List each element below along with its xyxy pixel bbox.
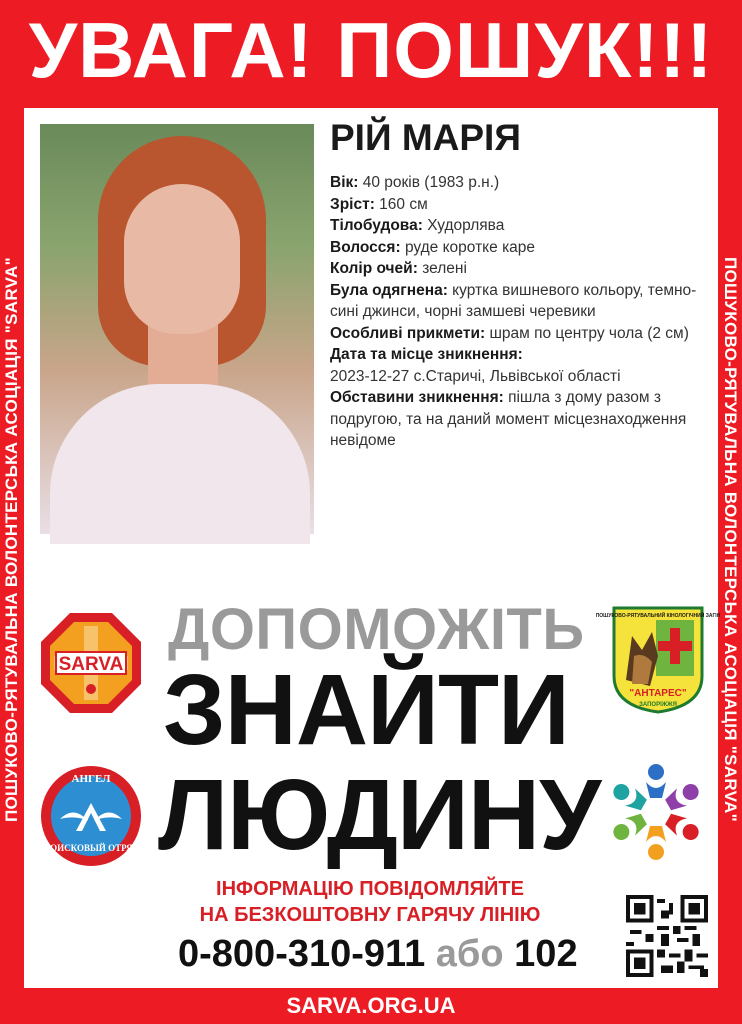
banner-title: УВАГА! ПОШУК!!! <box>28 6 714 94</box>
svg-text:"АНТАРЕС": "АНТАРЕС" <box>629 688 687 699</box>
svg-text:ПОИСКОВЫЙ ОТРЯД: ПОИСКОВЫЙ ОТРЯД <box>43 843 139 853</box>
person-heading: ЛЮДИНУ <box>158 759 601 871</box>
info-row-eyes: Колір очей: зелені <box>330 260 467 277</box>
person-info <box>330 172 702 452</box>
person-photo <box>40 124 314 534</box>
svg-text:ЗАПОРІЖЖЯ: ЗАПОРІЖЖЯ <box>639 702 677 708</box>
info-row-hair: Волосся: руде коротке каре <box>330 238 536 256</box>
svg-text:АНГЕЛ: АНГЕЛ <box>71 773 111 785</box>
website-link[interactable]: SARVA.ORG.UA <box>286 993 456 1018</box>
info-row-circumstances: Обставини зникнення: пішла з дому разом з подругою, та на даний момент місцезнаходження невідоме <box>330 389 687 449</box>
info-row-date: Дата та місце зникнення: 2023-12-27 с.Старичі, Львівської області <box>330 346 621 385</box>
svg-text:SARVA: SARVA <box>58 654 124 675</box>
inform-text: ІНФОРМАЦІЮ ПОВІДОМЛЯЙТЕ НА БЕЗКОШТОВНУ ГАРЯЧУ ЛІНІЮ <box>199 878 541 926</box>
person-name: РІЙ МАРІЯ <box>330 117 521 158</box>
info-row-build: Тілобудова: Худорлява <box>330 217 505 234</box>
qr-code-icon[interactable] <box>626 895 708 977</box>
hotline-phone[interactable]: 0-800-310-911 або 102 <box>178 933 578 975</box>
side-text-left: ПОШУКОВО-РЯТУВАЛЬНА ВОЛОНТЕРСЬКА АСОЦІАЦІЯ "SARVA" <box>2 257 21 822</box>
angel-logo-icon <box>40 765 142 867</box>
svg-text:ПОШУКОВО-РЯТУВАЛЬНИЙ КІНОЛОГІЧ: ПОШУКОВО-РЯТУВАЛЬНИЙ КІНОЛОГІЧНИЙ ЗАГІН <box>595 613 721 619</box>
antares-logo-icon <box>595 606 721 714</box>
sarva-logo-icon <box>40 612 142 714</box>
help-heading: ДОПОМОЖІТЬ <box>168 597 585 662</box>
info-row-clothes: Була одягнена: куртка вишневого кольору, темно-сині джинси, чорні замшеві черевики <box>330 281 697 320</box>
people-circle-logo-icon <box>604 760 708 864</box>
info-row-age: Вік: 40 років (1983 р.н.) <box>330 174 500 191</box>
side-text-right: ПОШУКОВО-РЯТУВАЛЬНА ВОЛОНТЕРСЬКА АСОЦІАЦІЯ "SARVA" <box>721 257 740 822</box>
info-row-height: Зріст: 160 см <box>330 195 428 213</box>
info-row-marks: Особливі прикмети: шрам по центру чола (2 см) <box>330 324 689 342</box>
find-heading: ЗНАЙТИ <box>163 654 569 766</box>
